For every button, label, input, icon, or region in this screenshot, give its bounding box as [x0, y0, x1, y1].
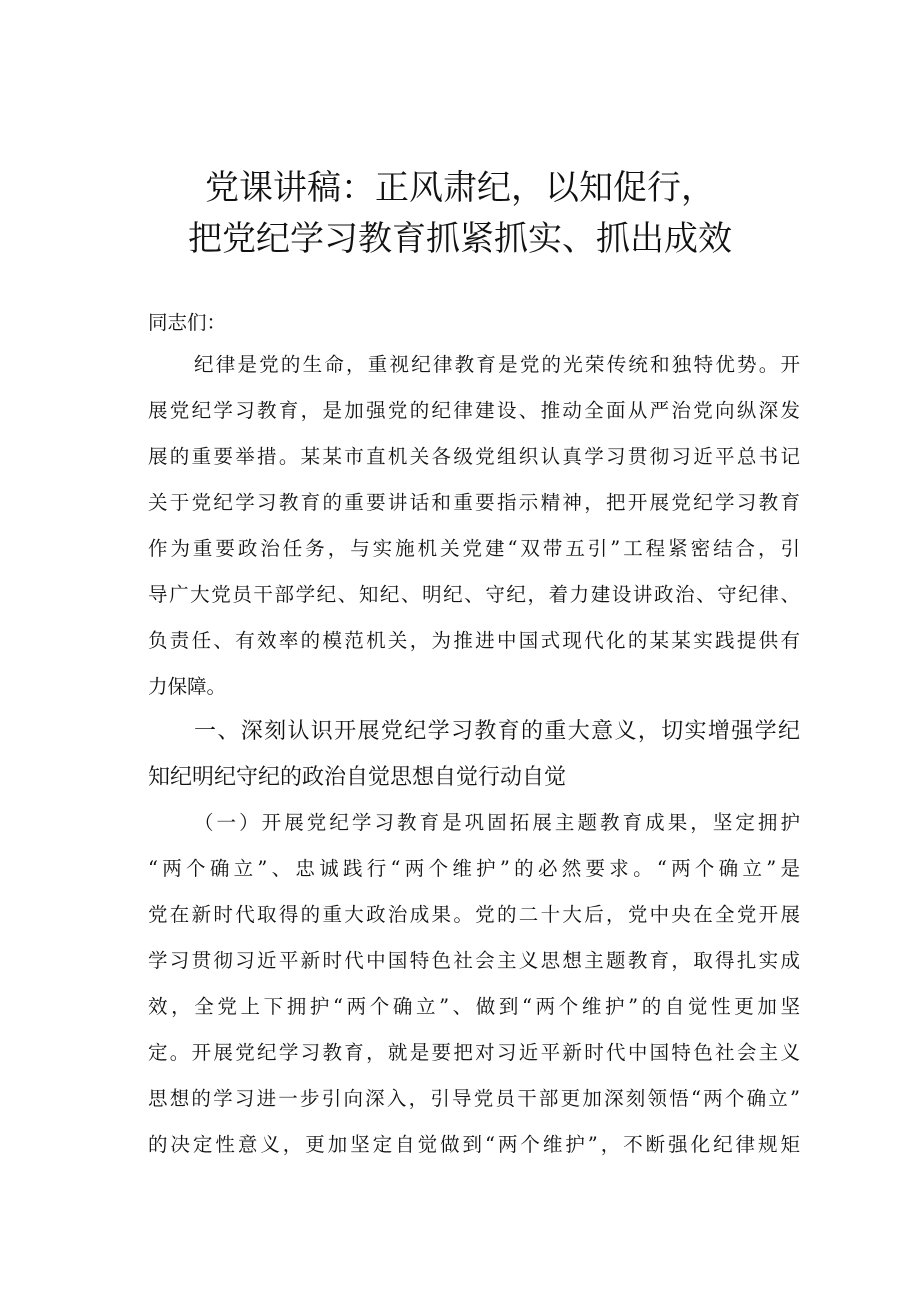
intro-line: 展党纪学习教育，是加强党的纪律建设、推动全面从严治党向纵深发	[148, 399, 800, 422]
section-heading-line: 一、深刻认识开展党纪学习教育的重大意义，切实增强学纪	[194, 719, 800, 744]
intro-line: 纪律是党的生命，重视纪律教育是党的光荣传统和独特优势。开	[194, 353, 800, 376]
subsection-line: （一）开展党纪学习教育是巩固拓展主题教育成果，坚定拥护	[194, 811, 800, 834]
intro-line: 负责任、有效率的模范机关，为推进中国式现代化的某某实践提供有	[148, 629, 800, 652]
subsection-line: 的决定性意义，更加坚定自觉做到“两个维护”，不断强化纪律规矩	[148, 1133, 800, 1156]
greeting: 同志们：	[148, 311, 227, 334]
intro-line: 作为重要政治任务，与实施机关党建“双带五引”工程紧密结合，引	[148, 537, 800, 560]
intro-line: 展的重要举措。某某市直机关各级党组织认真学习贯彻习近平总书记	[148, 445, 800, 468]
intro-line: 力保障。	[148, 675, 227, 698]
subsection-line: 思想的学习进一步引向深入，引导党员干部更加深刻领悟“两个确立”	[148, 1087, 800, 1110]
document-title-line-1: 党课讲稿：正风肃纪，以知促行，	[205, 168, 715, 208]
subsection-line: 党在新时代取得的重大政治成果。党的二十大后，党中央在全党开展	[148, 903, 800, 926]
document-title-line-2: 把党纪学习教育抓紧抓实、抓出成效	[188, 219, 732, 259]
section-heading-line: 知纪明纪守纪的政治自觉思想自觉行动自觉	[148, 765, 567, 790]
intro-line: 导广大党员干部学纪、知纪、明纪、守纪，着力建设讲政治、守纪律、	[148, 583, 800, 606]
subsection-line: 学习贯彻习近平新时代中国特色社会主义思想主题教育，取得扎实成	[148, 949, 800, 972]
subsection-line: 定。开展党纪学习教育，就是要把对习近平新时代中国特色社会主义	[148, 1041, 800, 1064]
subsection-line: 效，全党上下拥护“两个确立”、做到“两个维护”的自觉性更加坚	[148, 995, 800, 1018]
intro-line: 关于党纪学习教育的重要讲话和重要指示精神，把开展党纪学习教育	[148, 491, 800, 514]
subsection-line: “两个确立”、忠诚践行“两个维护”的必然要求。“两个确立”是	[148, 857, 800, 880]
